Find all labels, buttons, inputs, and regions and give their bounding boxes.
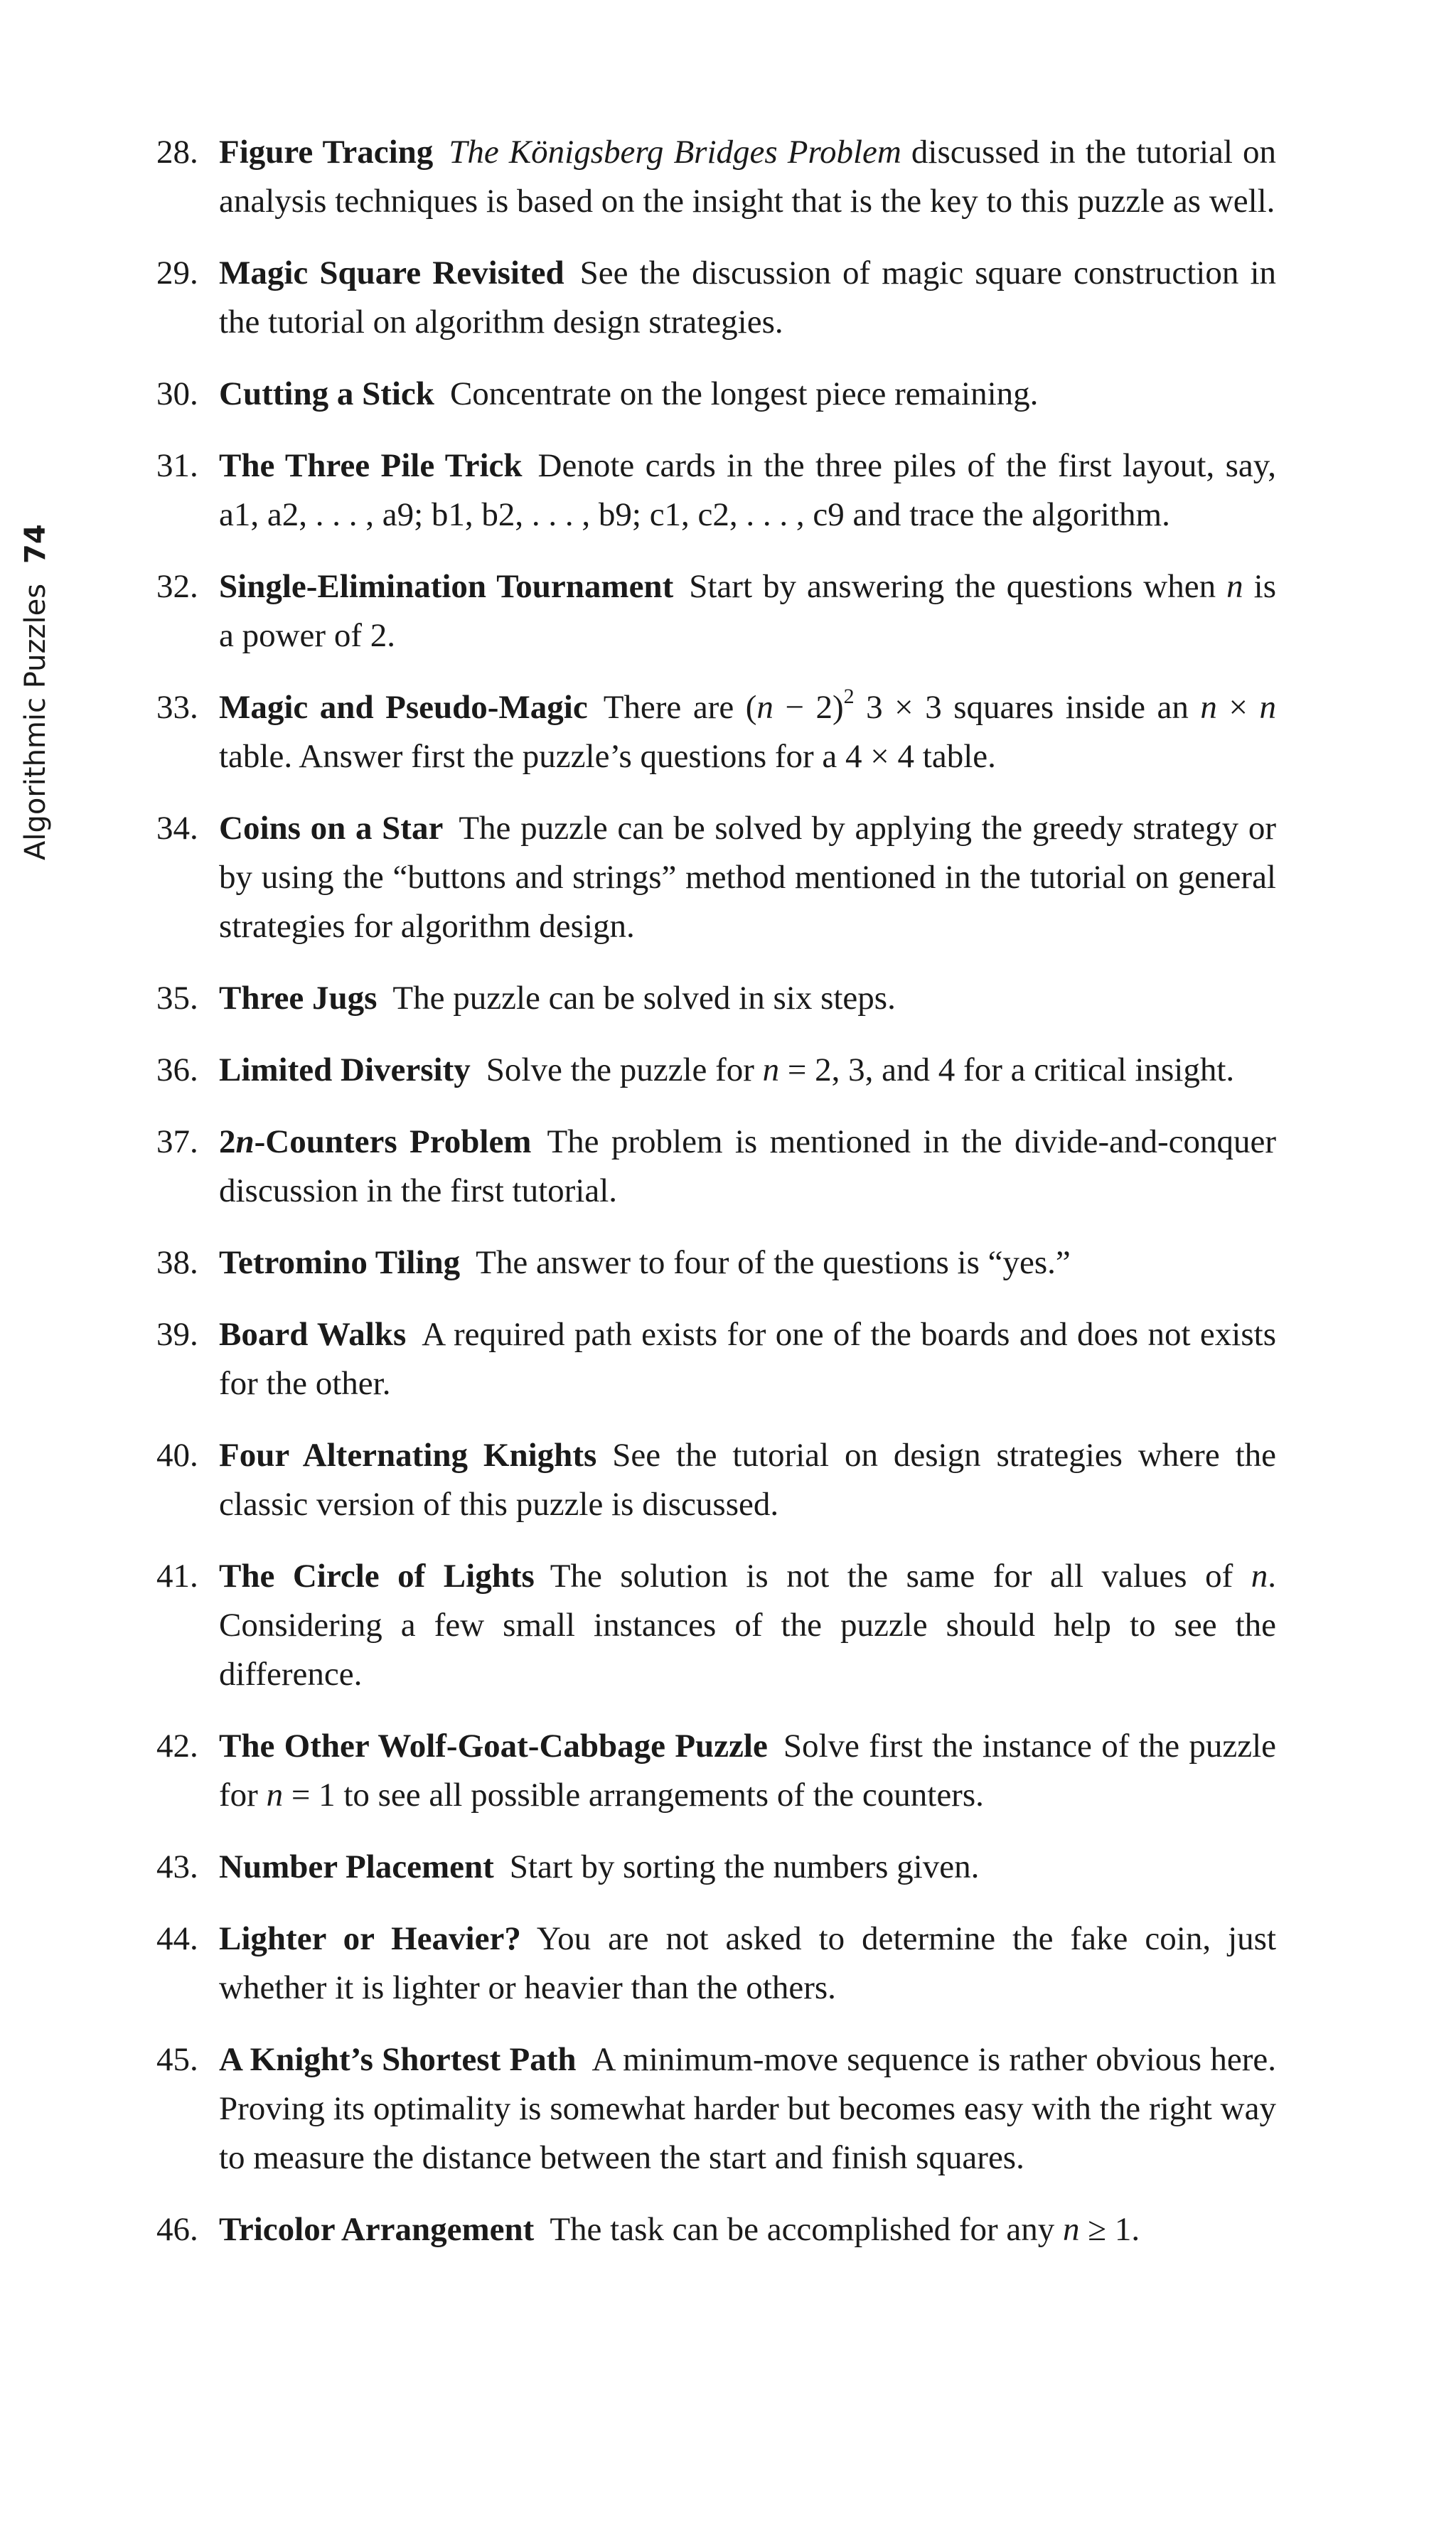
item-title: Tetromino Tiling [219,1244,461,1281]
item-text: discussed in the tutorial on analysis techniques is based on the insight that is the key to this puzzle as well. [219,134,1276,220]
item-text: The puzzle can be solved in six steps. [392,980,896,1017]
math-variable: n [266,1777,284,1814]
hint-item-33 [156,683,1276,781]
item-text: − 2) [773,689,844,726]
item-body [219,128,1276,226]
item-body [219,1915,1276,2013]
math-variable: n [762,1051,780,1088]
item-number: 30. [156,375,198,412]
item-title: Single-Elimination Tournament [219,568,674,605]
item-text: The answer to four of the questions is “yes.” [476,1244,1071,1281]
item-text: = 1 to see all possible arrangements of the counters. [283,1777,984,1814]
item-title: Magic Square Revisited [219,255,564,291]
item-number: 42. [156,1728,198,1765]
item-body [219,1238,1276,1287]
item-number: 40. [156,1437,198,1474]
math-variable: n [1259,689,1276,726]
math-variable: n [235,1123,255,1160]
item-body [219,1552,1276,1699]
item-number: 38. [156,1244,198,1281]
hint-item-35 [156,974,1276,1023]
hint-item-39 [156,1310,1276,1408]
math-variable: n [1063,2211,1080,2248]
running-head [14,491,52,860]
item-number: 37. [156,1123,198,1160]
item-text: Solve the puzzle for [486,1051,763,1088]
item-number: 46. [156,2211,198,2248]
item-number: 41. [156,1558,198,1595]
item-text: You are not asked to determine the fake coin, just whether it is lighter or heavier than the others. [219,1920,1277,2006]
item-text: is a power of 2. [219,568,1276,654]
item-title [219,1123,531,1160]
hint-item-44 [156,1915,1276,2013]
item-number: 39. [156,1316,198,1353]
item-body [219,249,1276,347]
item-number: 44. [156,1920,198,1957]
item-title: Coins on a Star [219,810,444,847]
item-title: The Three Pile Trick [219,447,523,484]
item-text: The solution is not the same for all values of [550,1558,1251,1595]
item-title: Four Alternating Knights [219,1437,597,1474]
item-text: See the tutorial on design strategies where the classic version of this puzzle is discussed. [219,1437,1276,1523]
item-title: Figure Tracing [219,134,434,171]
item-body [219,1046,1276,1095]
hint-item-36 [156,1046,1276,1095]
math-variable: n [1200,689,1217,726]
item-body [219,1843,1276,1892]
item-body [219,1431,1276,1529]
item-body [219,683,1276,781]
item-number: 31. [156,447,198,484]
hint-item-41 [156,1552,1276,1699]
item-text: Start by answering the questions when [689,568,1227,605]
item-title: The Other Wolf-Goat-Cabbage Puzzle [219,1728,768,1765]
hint-item-37 [156,1118,1276,1216]
item-number: 33. [156,689,198,726]
item-title: Three Jugs [219,980,378,1017]
item-italic-reference: The Königsberg Bridges Problem [449,134,901,171]
item-text: ≥ 1. [1079,2211,1140,2248]
math-variable: n [756,689,774,726]
item-title: Tricolor Arrangement [219,2211,535,2248]
hint-item-31 [156,441,1276,540]
hint-item-28 [156,128,1276,226]
item-body [219,2035,1276,2183]
item-text: table. Answer first the puzzle’s questions for a 4 × 4 table. [219,738,996,775]
item-body [219,1722,1276,1820]
item-title: Board Walks [219,1316,407,1353]
item-number: 32. [156,568,198,605]
item-body [219,2205,1276,2254]
hint-item-30 [156,370,1276,419]
item-number: 34. [156,810,198,847]
item-body [219,1118,1276,1216]
title-part: 2 [219,1123,236,1160]
item-text: Solve first the instance of the puzzle for [219,1728,1277,1814]
hint-item-42 [156,1722,1276,1820]
item-text: The puzzle can be solved by applying the greedy strategy or by using the “buttons and strings” method mentioned in the tutorial on general strategies for algorithm design. [219,810,1276,945]
hint-item-38 [156,1238,1276,1287]
item-text: A minimum-move sequence is rather obvious here. Proving its optimality is somewhat harder but becomes easy with the right way to measure the distance between the start and finish squares. [219,2041,1276,2176]
math-variable: n [1226,568,1243,605]
math-variable: n [1251,1558,1268,1595]
item-text: The problem is mentioned in the divide-and-conquer discussion in the first tutorial. [219,1123,1277,1209]
superscript: 2 [843,685,855,709]
item-text: The task can be accomplished for any [550,2211,1064,2248]
item-body [219,441,1276,540]
item-title: A Knight’s Shortest Path [219,2041,577,2078]
title-part: -Counters Problem [254,1123,532,1160]
item-number: 35. [156,980,198,1017]
item-title: Limited Diversity [219,1051,471,1088]
hint-item-45 [156,2035,1276,2183]
item-text: A required path exists for one of the boards and does not exists for the other. [219,1316,1276,1402]
item-body [219,1310,1276,1408]
item-text: There are ( [603,689,757,726]
item-text: See the discussion of magic square construction in the tutorial on algorithm design strategies. [219,255,1276,341]
item-number: 45. [156,2041,198,2078]
item-number: 28. [156,134,198,171]
item-text: Start by sorting the numbers given. [509,1848,980,1885]
item-title: Number Placement [219,1848,494,1885]
hint-item-34 [156,804,1276,951]
hint-item-40 [156,1431,1276,1529]
item-text: Denote cards in the three piles of the first layout, say, a1, a2, . . . , a9; b1, b2, . . . , b9; c1, c2, . . . , c9 and trace the algorithm. [219,447,1276,533]
item-title: Cutting a Stick [219,375,434,412]
item-text: × [1216,689,1260,726]
item-body [219,804,1276,951]
hint-item-46 [156,2205,1276,2254]
item-number: 29. [156,255,198,291]
running-head-title: Algorithmic Puzzles [19,583,52,860]
item-body [219,974,1276,1023]
item-text: = 2, 3, and 4 for a critical insight. [779,1051,1235,1088]
item-title: Magic and Pseudo-Magic [219,689,588,726]
item-body [219,370,1276,419]
hints-list [156,128,1276,2277]
page-number: 74 [19,524,52,564]
item-text: Concentrate on the longest piece remaining. [449,375,1039,412]
hint-item-43 [156,1843,1276,1892]
hint-item-29 [156,249,1276,347]
item-text: . Considering a few small instances of the puzzle should help to see the difference. [219,1558,1277,1693]
item-text: 3 × 3 squares inside an [854,689,1201,726]
item-title: Lighter or Heavier? [219,1920,521,1957]
item-number: 36. [156,1051,198,1088]
item-body [219,562,1276,660]
hint-item-32 [156,562,1276,660]
item-title: The Circle of Lights [219,1558,535,1595]
item-number: 43. [156,1848,198,1885]
